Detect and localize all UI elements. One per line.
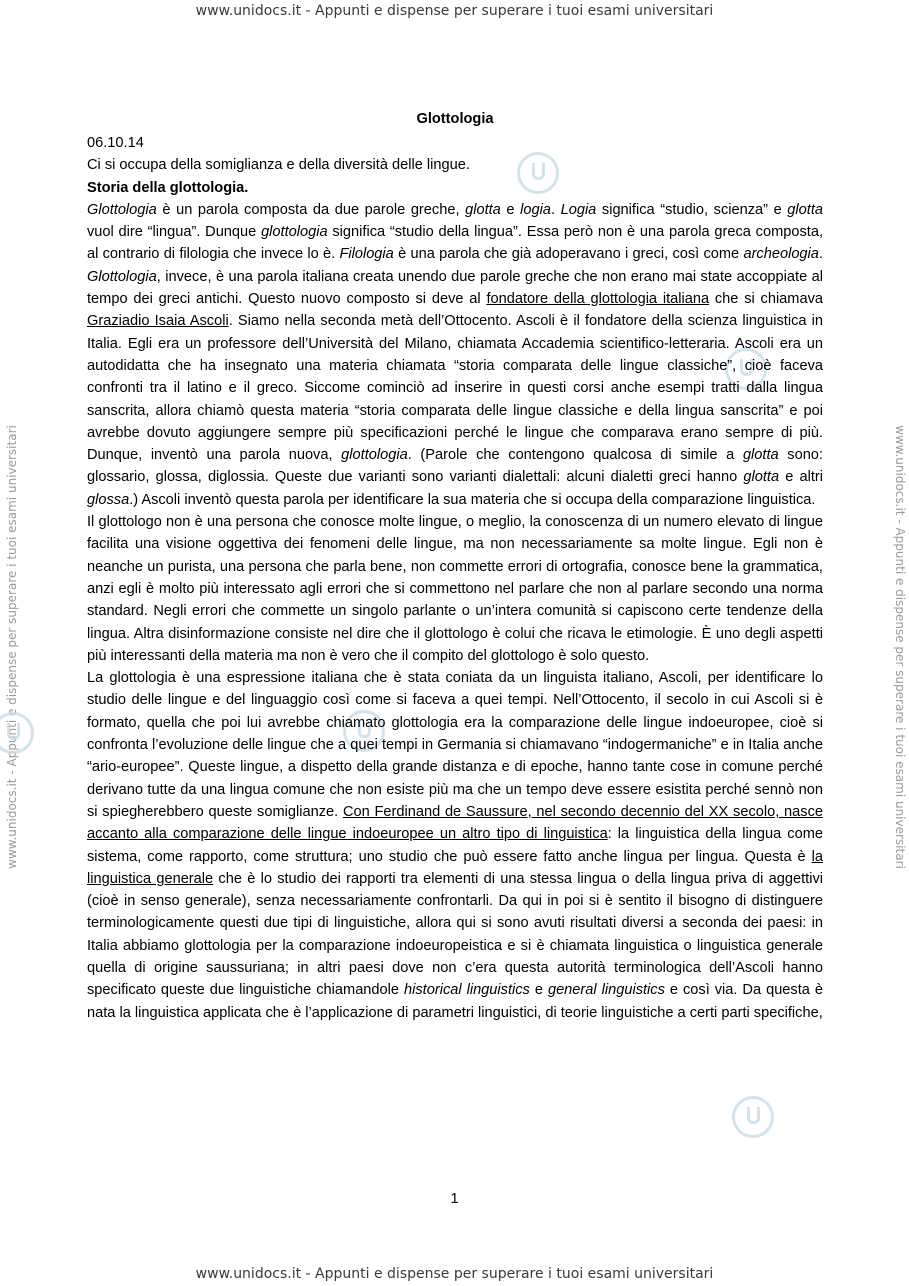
paragraph-text: è una parola che già adoperavano i greci, così come xyxy=(393,246,744,263)
underlined-phrase: Graziadio Isaia Ascoli xyxy=(87,313,229,330)
paragraph-text: che si chiamava xyxy=(709,291,823,308)
underlined-phrase: fondatore della glottologia italiana xyxy=(486,291,710,308)
document-title: Glottologia xyxy=(416,111,494,127)
paragraph-text: Glottologia xyxy=(87,201,157,218)
paragraph-text: glotta xyxy=(787,201,823,218)
paragraph-text: glossa xyxy=(87,491,130,508)
watermark-footer: www.unidocs.it - Appunti e dispense per superare i tuoi esami universitari xyxy=(195,1266,714,1282)
paragraph-text: glottologia xyxy=(341,447,408,464)
paragraph-text: , invece, è una parola italiana creata unendo due parole greche che non erano mai state accoppiate al tempo dei greci antichi. Questo nuovo composto si deve al xyxy=(87,268,823,308)
document-date: 06.10.14 xyxy=(87,135,144,151)
paragraph-text: archeologia xyxy=(743,246,819,263)
paragraph-text: glotta xyxy=(743,469,780,486)
underlined-phrase: Con Ferdinand de Saussure, nel secondo decennio del XX secolo, nasce accanto alla comparazione delle lingue indoeuropee un altro tipo di linguistica xyxy=(87,803,823,843)
paragraph-text: Filologia xyxy=(339,246,394,263)
paragraph-text: significa “studio, scienza” e xyxy=(596,201,788,218)
section-heading: Storia della glottologia. xyxy=(87,179,249,196)
paragraph-text: .) Ascoli inventò questa parola per identificare la sua materia che si occupa della comparazione linguistica. xyxy=(129,491,816,508)
paragraph-3 xyxy=(87,667,823,1024)
document-page xyxy=(87,108,823,1024)
paragraph-text: glotta xyxy=(465,201,501,218)
page-number: 1 xyxy=(450,1191,459,1207)
watermark-logo-icon xyxy=(0,712,34,754)
paragraph-text: historical linguistics xyxy=(404,982,530,999)
paragraph-text: Glottologia xyxy=(87,268,157,285)
paragraph-text: sono: glossario, glossa, diglossia. Queste due varianti sono varianti dialettali: alcuni dialetti greci hanno xyxy=(87,447,823,486)
paragraph-text: e altri xyxy=(779,469,823,486)
paragraph-text: e xyxy=(529,982,548,999)
paragraph-1 xyxy=(87,199,823,511)
paragraph-text: e xyxy=(500,201,521,218)
paragraph-text: glottologia xyxy=(261,224,328,241)
paragraph-text: . xyxy=(818,246,823,263)
watermark-side-left: www.unidocs.it - Appunti e dispense per superare i tuoi esami universitari xyxy=(5,425,19,869)
underlined-phrase: la linguistica generale xyxy=(87,848,823,887)
paragraph-text: significa “studio della lingua”. Essa però non è una parola greca composta, al contrario di filologia che invece lo è. xyxy=(87,224,824,263)
paragraph-text: è un parola composta da due parole greche, xyxy=(156,201,466,218)
paragraph-text: Logia xyxy=(560,201,597,218)
paragraph-text: che è lo studio dei rapporti tra elementi di una stessa lingua o della lingua priva di aggettivi (cioè in senso generale), senza necessariamente confrontarli. Da qui in poi si è sentito il bisogno di distinguere terminologicamente questi due tipi di linguistiche, allora qui si sono avuti risultati diversi a seconda dei paesi: in Italia abbiamo glottologia per la comparazione indoeuropeistica e si è chiamata linguistica o linguistica generale quella di origine saussuriana; in altri paesi dove non c’era questa autorità terminologica dell’Ascoli hanno specificato queste due linguistiche chiamandole xyxy=(87,870,823,999)
paragraph-text: La glottologia è una espressione italiana che è stata coniata da un linguista italiano, Ascoli, per identificare lo studio delle lingue e del linguaggio così come si faceva a quei tempi. Nell’Ottocento, il secolo in cui Ascoli si è formato, quella che poi lui avrebbe chiamato glottologia era la comparazione delle lingue indoeuropee, cioè si confronta l’evoluzione delle lingue che a quei tempi in Germania si chiamavano “indogermaniche” e in Italia anche “ario-europee”. Queste lingue, a dispetto della grande distanza e di epoche, hanno tante cose in comune perché derivano tutte da una lingua comune che non esiste più ma che un tempo deve essere esistita perché sennò non si spiegherebbero queste somiglianze. xyxy=(87,670,823,820)
paragraph-text: . xyxy=(550,201,561,218)
watermark-logo-icon xyxy=(732,1096,774,1138)
paragraph-text: general linguistics xyxy=(547,982,665,999)
paragraph-text: vuol dire “lingua”. Dunque xyxy=(87,224,262,241)
paragraph-text: e così via. Da questa è nata la linguistica applicata che è l’applicazione di parametri linguistici, di teorie linguistiche a certi parti specifiche, xyxy=(87,982,823,1021)
paragraph-2: Il glottologo non è una persona che conosce molte lingue, o meglio, la conoscenza di un numero elevato di lingue facilita una visione oggettiva dei fenomeni delle lingue, ma non necessariamente sa molte lingue. Egli non è neanche un purista, una persona che parla bene, non commette errori di ortografia, conosce bene la grammatica, anzi egli è molto più interessato agli errori che si commettono nel parlare che non al parlare secondo una norma standard. Negli errori che commette un singolo parlante o un’intera comunità si capiscono certe tendenze della lingua. Altra disinformazione consiste nel dire che il glottologo è colui che ricava le etimologie. È uno degli aspetti più interessanti della materia ma non è vero che il compito del glottologo è solo questo. xyxy=(87,514,823,664)
intro-line: Ci si occupa della somiglianza e della diversità delle lingue. xyxy=(87,157,470,174)
paragraph-text: : la linguistica della lingua come sistema, come rapporto, come struttura; uno studio che può essere fatto anche lingua per lingua. Questa è xyxy=(87,826,823,865)
paragraph-text: . (Parole che contengono qualcosa di simile a xyxy=(407,447,743,464)
watermark-side-right: www.unidocs.it - Appunti e dispense per superare i tuoi esami universitari xyxy=(893,425,907,869)
paragraph-text: . Siamo nella seconda metà dell’Ottocento. Ascoli è il fondatore della scienza linguistica in Italia. Egli era un professore dell’Università del Milano, chiamata Accademia scientifico-letteraria. Ascoli era un autodidatta che ha insegnato una materia chiamata “storia comparata delle lingue classiche”, cioè faceva confronti tra il latino e il greco. Siccome cominciò ad inserire in questi corsi anche esempi tratti dalla lingua sanscrita, allora chiamò questa materia “storia comparata delle lingue classiche e della lingua sanscrita” e poi avrebbe dovuto aggiungere sempre più specificazioni perché le lingue che comparava erano sempre di più. Dunque, inventò una parola nuova, xyxy=(87,313,823,464)
paragraph-text: logia xyxy=(520,201,551,218)
paragraph-text: glotta xyxy=(742,447,779,464)
watermark-header: www.unidocs.it - Appunti e dispense per superare i tuoi esami universitari xyxy=(195,3,714,19)
